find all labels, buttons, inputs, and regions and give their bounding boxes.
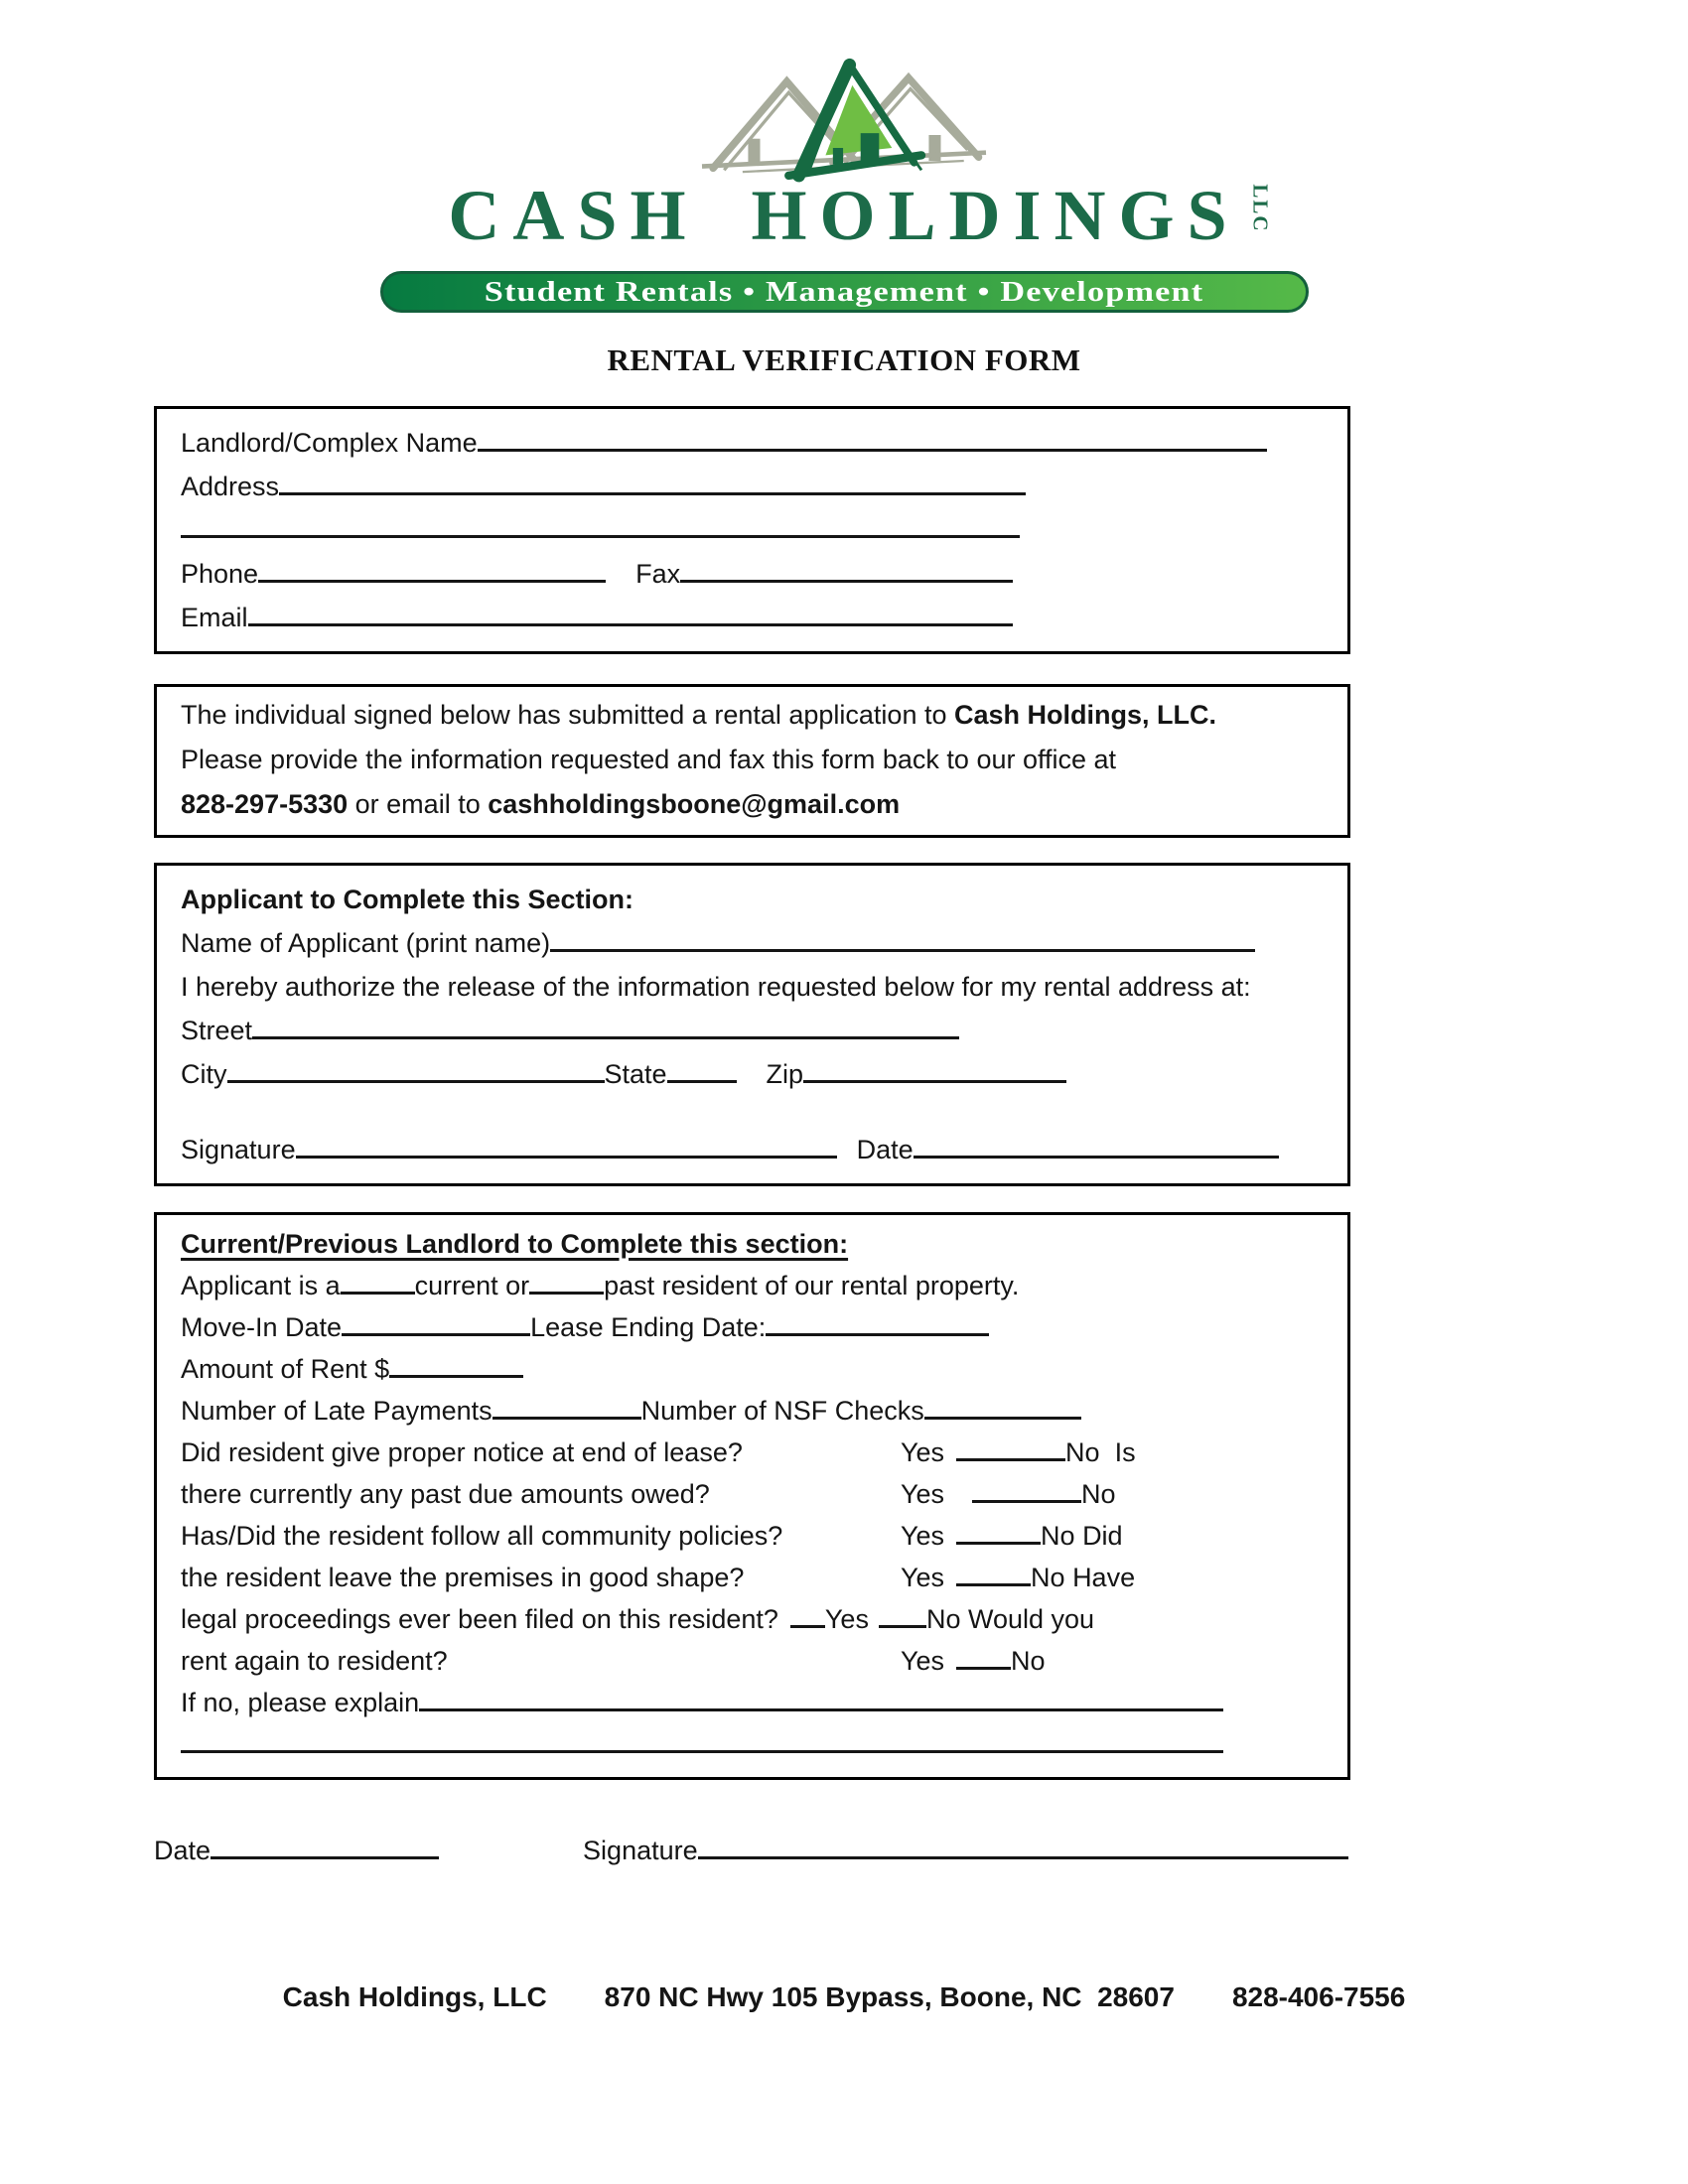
bottom-signature-blank[interactable]	[698, 1830, 1348, 1859]
logo-wordmark-row	[448, 176, 1273, 261]
late-nsf-row	[181, 1390, 1324, 1432]
rent-amount-row	[181, 1348, 1324, 1390]
page-title: RENTAL VERIFICATION FORM	[607, 342, 1081, 377]
question-premises-blank[interactable]	[956, 1557, 1031, 1586]
bottom-signature-row	[154, 1830, 1350, 1870]
notice-company-bold: Cash Holdings, LLC.	[953, 700, 1216, 730]
question-legal-no-blank[interactable]	[879, 1598, 926, 1628]
movein-date-blank[interactable]	[342, 1306, 530, 1336]
street-label: Street	[181, 1016, 253, 1045]
nsf-checks-blank[interactable]	[924, 1390, 1081, 1420]
email-label: Email	[181, 603, 248, 632]
logo-llc-suffix: LLC	[1248, 184, 1273, 233]
address-line2-row	[181, 508, 1324, 552]
notice-email-address: cashholdingsboone@gmail.com	[488, 789, 901, 819]
fax-label: Fax	[635, 559, 681, 589]
question-premises-yes: Yes	[901, 1563, 945, 1592]
explain-row	[181, 1682, 1324, 1723]
rent-amount-label: Amount of Rent $	[181, 1354, 390, 1384]
applicant-section-box	[154, 863, 1350, 1186]
address-row	[181, 465, 1324, 508]
bottom-signature-label: Signature	[583, 1836, 698, 1865]
footer-company-name: Cash Holdings, LLC	[282, 1981, 547, 2012]
applicant-signature-label: Signature	[181, 1135, 296, 1164]
rent-amount-blank[interactable]	[389, 1348, 523, 1378]
notice-box	[154, 684, 1350, 838]
city-blank[interactable]	[227, 1053, 605, 1083]
applicant-name-row	[181, 921, 1324, 965]
mountains-logo-icon	[680, 58, 1008, 187]
explain-blank[interactable]	[419, 1682, 1223, 1711]
question-legal-row	[181, 1598, 1324, 1640]
city-label: City	[181, 1059, 227, 1089]
question-rentagain-row	[181, 1640, 1324, 1682]
applicant-signature-row	[181, 1128, 1324, 1171]
applicant-signature-blank[interactable]	[296, 1129, 837, 1159]
question-policies-row	[181, 1515, 1324, 1557]
notice-line2-text: Please provide the information requested and fax this form back to our office at	[181, 745, 1117, 774]
phone-fax-row	[181, 552, 1324, 596]
movein-lease-row	[181, 1306, 1324, 1348]
email-row	[181, 596, 1324, 639]
resident-type-part2: current or	[414, 1271, 530, 1300]
question-notice: Did resident give proper notice at end of lease?	[181, 1437, 743, 1467]
bottom-date-blank[interactable]	[211, 1830, 439, 1859]
authorize-text: I hereby authorize the release of the information requested below for my rental address at:	[181, 972, 1251, 1002]
state-blank[interactable]	[667, 1053, 737, 1083]
lease-end-blank[interactable]	[766, 1306, 989, 1336]
question-legal-no: No Would you	[925, 1604, 1095, 1634]
footer-company-address: 870 NC Hwy 105 Bypass, Boone, NC 28607	[604, 1981, 1175, 2012]
zip-label: Zip	[766, 1059, 804, 1089]
past-resident-blank[interactable]	[529, 1265, 604, 1295]
question-legal: legal proceedings ever been filed on this resident?	[181, 1604, 778, 1634]
fax-blank[interactable]	[680, 553, 1013, 583]
question-rentagain-blank[interactable]	[956, 1640, 1011, 1670]
notice-fax-number: 828-297-5330	[181, 789, 349, 819]
applicant-date-label: Date	[856, 1135, 914, 1164]
late-payments-label: Number of Late Payments	[181, 1396, 492, 1426]
address-label: Address	[181, 472, 280, 501]
question-policies: Has/Did the resident follow all community policies?	[181, 1521, 783, 1551]
question-pastdue: there currently any past due amounts owed?	[181, 1479, 710, 1509]
resident-type-part3: past resident of our rental property.	[604, 1271, 1020, 1300]
late-payments-blank[interactable]	[492, 1390, 641, 1420]
zip-blank[interactable]	[803, 1053, 1066, 1083]
notice-line-3	[181, 782, 1324, 827]
question-legal-yes: Yes	[824, 1604, 869, 1634]
logo	[0, 0, 1688, 313]
question-premises: the resident leave the premises in good shape?	[181, 1563, 745, 1592]
question-rentagain-yes: Yes	[901, 1646, 945, 1676]
question-premises-no: No Have	[1031, 1563, 1136, 1592]
applicant-name-label: Name of Applicant (print name)	[181, 928, 551, 958]
question-notice-row	[181, 1432, 1324, 1473]
landlord-name-label: Landlord/Complex Name	[181, 428, 478, 458]
resident-type-row	[181, 1265, 1324, 1306]
question-pastdue-row	[181, 1473, 1324, 1515]
applicant-heading-row	[181, 878, 1324, 921]
nsf-checks-label: Number of NSF Checks	[640, 1396, 924, 1426]
landlord-name-blank[interactable]	[478, 422, 1267, 452]
question-notice-no: No Is	[1065, 1437, 1136, 1467]
question-premises-row	[181, 1557, 1324, 1598]
logo-wordmark: CASH HOLDINGS	[448, 176, 1240, 255]
city-state-zip-row	[181, 1052, 1324, 1096]
landlord-heading-row	[181, 1223, 1324, 1265]
notice-line3-middle: or email to	[348, 789, 489, 819]
current-resident-blank[interactable]	[341, 1265, 415, 1295]
applicant-spacer-row	[181, 1096, 1324, 1128]
lease-end-label: Lease Ending Date:	[530, 1312, 767, 1342]
question-rentagain-no: No	[1011, 1646, 1046, 1676]
footer-company-line	[0, 1981, 1688, 2013]
logo-tagline-banner	[380, 271, 1309, 313]
applicant-name-blank[interactable]	[550, 922, 1255, 952]
state-label: State	[604, 1059, 667, 1089]
authorize-row	[181, 965, 1324, 1009]
landlord-info-box	[154, 406, 1350, 654]
question-notice-yes: Yes	[901, 1437, 945, 1467]
phone-label: Phone	[181, 559, 259, 589]
landlord-section-heading: Current/Previous Landlord to Complete this section:	[181, 1229, 849, 1259]
landlord-name-row	[181, 421, 1324, 465]
explain-line2-row	[181, 1723, 1324, 1765]
address-line2-blank[interactable]	[181, 508, 1020, 538]
movein-label: Move-In Date	[181, 1312, 343, 1342]
question-legal-yes-blank[interactable]	[790, 1598, 825, 1628]
email-blank[interactable]	[248, 597, 1013, 626]
landlord-section-box	[154, 1212, 1350, 1780]
street-blank[interactable]	[252, 1010, 959, 1039]
phone-blank[interactable]	[258, 553, 606, 583]
footer-company-phone: 828-406-7556	[1231, 1981, 1406, 2012]
applicant-date-blank[interactable]	[914, 1129, 1279, 1159]
question-rentagain: rent again to resident?	[181, 1646, 448, 1676]
question-policies-no: No Did	[1041, 1521, 1123, 1551]
explain-line2-blank[interactable]	[181, 1723, 1223, 1753]
question-notice-blank[interactable]	[956, 1432, 1065, 1461]
bottom-date-label: Date	[154, 1836, 211, 1865]
address-blank[interactable]	[279, 466, 1026, 495]
street-row	[181, 1009, 1324, 1052]
question-policies-blank[interactable]	[956, 1515, 1041, 1545]
question-pastdue-blank[interactable]	[972, 1473, 1081, 1503]
explain-label: If no, please explain	[181, 1688, 420, 1717]
question-pastdue-yes: Yes	[901, 1479, 945, 1509]
logo-tagline: Student Rentals • Management • Development	[484, 275, 1204, 308]
question-policies-yes: Yes	[901, 1521, 945, 1551]
applicant-section-heading: Applicant to Complete this Section:	[181, 885, 634, 914]
notice-line-2	[181, 738, 1324, 782]
notice-line-1	[181, 693, 1324, 738]
notice-line1-text: The individual signed below has submitted a rental application to	[181, 700, 954, 730]
question-pastdue-no: No	[1081, 1479, 1116, 1509]
resident-type-part1: Applicant is a	[181, 1271, 341, 1300]
